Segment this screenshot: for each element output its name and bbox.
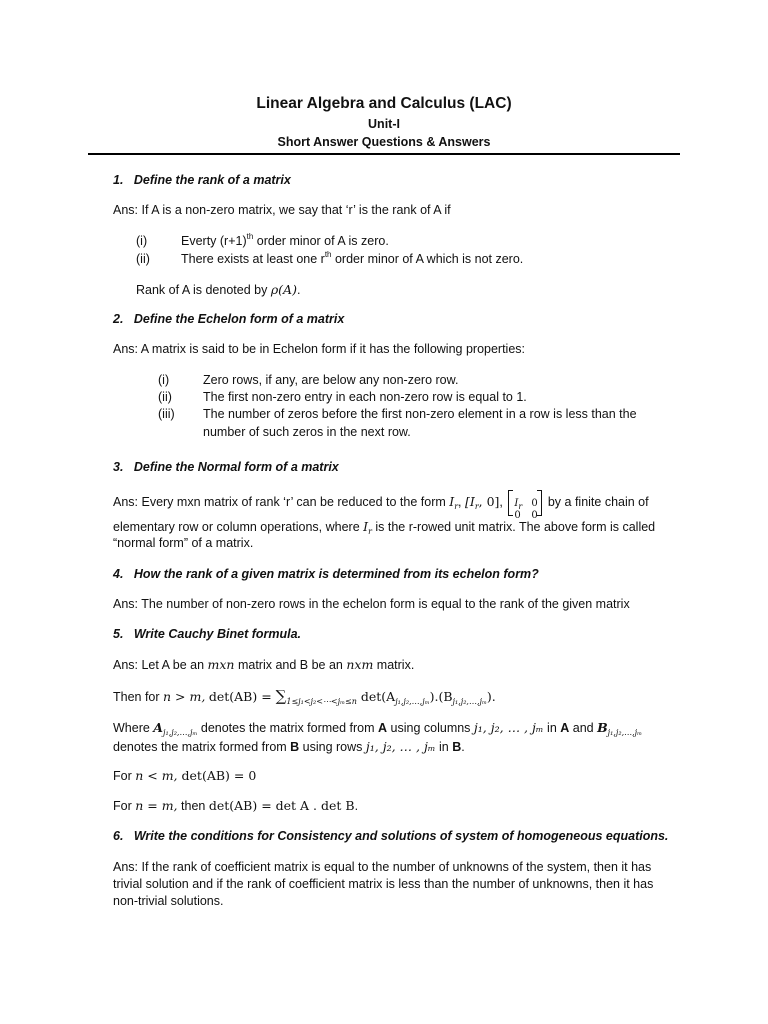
list-item-label: (ii) [158, 390, 172, 404]
question-text: Define the rank of a matrix [133, 173, 291, 187]
question-5 [113, 627, 301, 641]
answer-3-line-2: elementary row or column operations, where $I_r$ is the r-rowed unit matrix. The above form is called [113, 519, 656, 536]
list-item-label: (iii) [158, 407, 175, 421]
answer-6-line: Ans: If the rank of coefficient matrix is equal to the number of unknowns of the system, then it has [113, 860, 652, 874]
answer-5-where-line-1: Where $A_{j_1,j_2,\dots,j_m}$ denotes the matrix formed from A using columns j₁, j₂, … , jₘ in A and $B_{j_1,j_2,\dots,j_m}$ [113, 720, 643, 737]
unit-label: Unit-I [368, 117, 400, 131]
question-text: Write Cauchy Binet formula. [133, 627, 302, 641]
question-2 [113, 312, 344, 326]
question-number: 3. [113, 460, 124, 474]
rank-notation: Rank of A is denoted by ρ(A). [136, 282, 301, 297]
list-item-text: Zero rows, if any, are below any non-zero row. [203, 373, 459, 387]
list-item-text: The number of zeros before the first non-zero element in a row is less than the [203, 407, 637, 421]
normal-form-matrix: $I_r$ 0 0 0 [508, 490, 542, 516]
answer-5-where-line-2: denotes the matrix formed from B using rows j₁, j₂, … , jₘ in B. [113, 739, 465, 754]
list-item-text: There exists at least one $r^{th}$ order minor of A which is not zero. [181, 250, 524, 266]
answer-4: Ans: The number of non-zero rows in the echelon form is equal to the rank of the given matrix [113, 597, 630, 611]
document-title: Linear Algebra and Calculus (LAC) [256, 95, 512, 112]
question-number: 2. [113, 312, 124, 326]
answer-5-case-equal: For n = m, then det(AB) = det A . det B. [113, 798, 359, 813]
question-number: 5. [113, 627, 124, 641]
question-text: Define the Normal form of a matrix [133, 460, 339, 474]
answer-5-intro: Ans: Let A be an mxn matrix and B be an nxm matrix. [113, 657, 415, 672]
question-text: Define the Echelon form of a matrix [133, 312, 345, 326]
question-number: 4. [113, 567, 124, 581]
list-item-label: (ii) [136, 252, 150, 266]
question-text: How the rank of a given matrix is determined from its echelon form? [133, 567, 539, 581]
list-item-label: (i) [136, 234, 148, 248]
question-3 [113, 460, 339, 474]
list-item-label: (i) [158, 373, 170, 387]
answer-6-line: non-trivial solutions. [113, 894, 224, 908]
question-4 [113, 567, 539, 581]
answer-6-line: trivial solution and if the rank of coefficient matrix is less than the number of unknowns, then it has [113, 877, 654, 891]
list-item-text: Everty $(r+1)^{th}$ order minor of A is zero. [181, 232, 389, 248]
question-1 [113, 173, 291, 187]
answer-3-line-3: “normal form” of a matrix. [113, 536, 254, 550]
list-item-text-continued: number of such zeros in the next row. [203, 425, 411, 439]
question-text: Write the conditions for Consistency and solutions of system of homogeneous equations. [133, 829, 669, 843]
question-6 [113, 829, 668, 843]
list-item-text: The first non-zero entry in each non-zero row is equal to 1. [203, 390, 527, 404]
question-number: 1. [113, 173, 124, 187]
document-subtitle: Short Answer Questions & Answers [277, 135, 491, 149]
answer-1-intro: Ans: If A is a non-zero matrix, we say that ‘r’ is the rank of A if [113, 203, 451, 217]
cauchy-binet-formula: Then for n > m, $\det(AB) = \sum_{1\le j_1<j_2<\cdots<j_m\le n}$ $\det(A_{j_1,j_2,\dots,j_m}).(B_{j_1,j_2,\dots,j_m})$. [113, 687, 496, 706]
answer-5-case-less: For n < m, det(AB) = 0 [113, 768, 257, 783]
answer-2-intro: Ans: A matrix is said to be in Echelon form if it has the following properties: [113, 342, 526, 356]
question-number: 6. [113, 829, 124, 843]
answer-3-line-1: Ans: Every mxn matrix of rank ‘r’ can be reduced to the form $I_r$, [$I_r$, 0], $I_r$ 0 0 0 by a finite chain of [113, 488, 649, 516]
header-divider [88, 153, 680, 155]
